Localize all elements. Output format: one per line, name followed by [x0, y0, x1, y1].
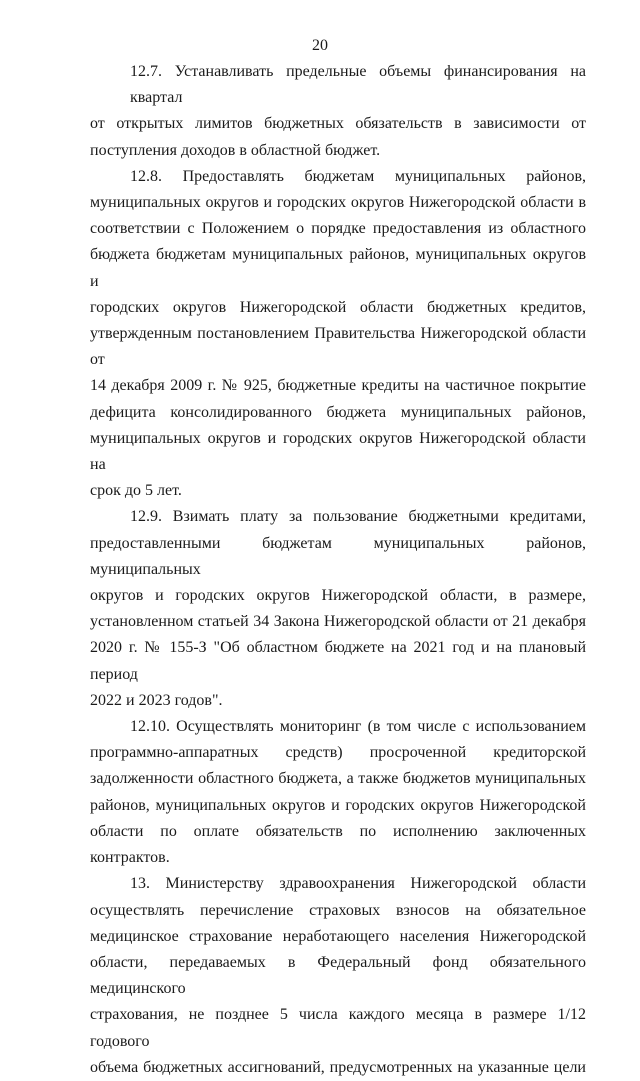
paragraph-12-8: [90, 164, 586, 505]
text-line: 12.7. Устанавливать предельные объемы финансирования на квартал: [130, 63, 586, 107]
text-line: осуществлять перечисление страховых взносов на обязательное: [90, 901, 586, 919]
text-line: 12.9. Взимать плату за пользование бюджетными кредитами,: [130, 508, 586, 526]
page-number: 20: [312, 37, 328, 54]
text-line: от открытых лимитов бюджетных обязательств в зависимости от: [90, 115, 586, 133]
text-line: поступления доходов в областной бюджет.: [90, 141, 381, 159]
text-line: дефицита консолидированного бюджета муниципальных районов,: [90, 403, 586, 421]
text-line: округов и городских округов Нижегородской области, в размере,: [90, 587, 586, 605]
text-line: городских округов Нижегородской области бюджетных кредитов,: [90, 298, 586, 316]
paragraph-12-7: [90, 59, 586, 164]
text-line: области, передаваемых в Федеральный фонд обязательного медицинского: [90, 953, 586, 998]
text-line: страхования, не позднее 5 числа каждого месяца в размере 1/12 годового: [90, 1006, 586, 1050]
text-line: муниципальных округов и городских округов Нижегородской области в: [90, 194, 586, 212]
text-line: соответствии с Положением о порядке предоставления из областного: [90, 220, 586, 238]
text-line: установленном статьей 34 Закона Нижегородской области от 21 декабря: [90, 613, 586, 631]
text-line: 12.10. Осуществлять мониторинг (в том числе с использованием: [130, 718, 586, 736]
text-line: области по оплате обязательств по исполнению заключенных контрактов.: [90, 822, 586, 867]
text-line: 14 декабря 2009 г. № 925, бюджетные кредиты на частичное покрытие: [90, 377, 586, 395]
text-line: утвержденным постановлением Правительства Нижегородской области от: [90, 325, 586, 369]
text-line: предоставленными бюджетам муниципальных районов, муниципальных: [90, 534, 586, 578]
text-line: муниципальных округов и городских округов Нижегородской области на: [90, 429, 586, 474]
text-line: объема бюджетных ассигнований, предусмотренных на указанные цели: [90, 1058, 586, 1076]
paragraph-12-9: [90, 504, 586, 714]
text-line: программно-аппаратных средств) просроченной кредиторской: [90, 744, 586, 762]
document-body: [90, 59, 586, 1081]
text-line: районов, муниципальных округов и городских округов Нижегородской: [90, 796, 586, 814]
text-line: 12.8. Предоставлять бюджетам муниципальных районов,: [130, 167, 586, 185]
text-line: 2020 г. № 155-З "Об областном бюджете на 2021 год и на плановый период: [90, 639, 586, 683]
text-line: бюджета бюджетам муниципальных районов, муниципальных округов и: [90, 246, 586, 290]
text-line: 13. Министерству здравоохранения Нижегородской области: [130, 875, 586, 893]
text-line: срок до 5 лет.: [90, 482, 182, 500]
text-line: 2022 и 2023 годов".: [90, 691, 223, 709]
text-line: медицинское страхование неработающего населения Нижегородской: [90, 927, 586, 945]
paragraph-12-10: [90, 714, 586, 871]
text-line: задолженности областного бюджета, а также бюджетов муниципальных: [90, 770, 586, 788]
paragraph-13: [90, 871, 586, 1081]
